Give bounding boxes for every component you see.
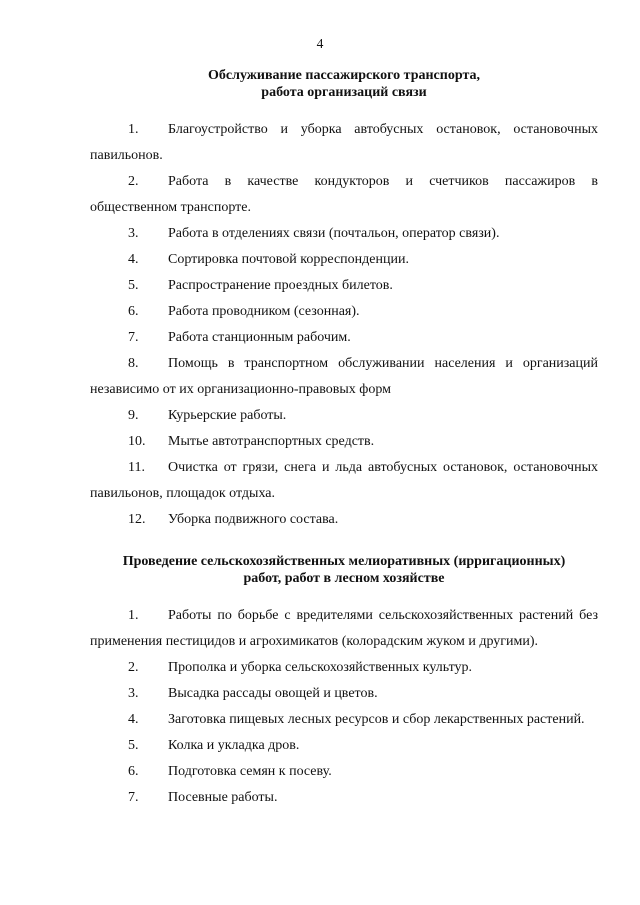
item-number: 5. — [128, 738, 139, 753]
item-number: 2. — [128, 174, 139, 189]
list-item — [90, 221, 598, 247]
item-number: 10. — [128, 434, 146, 449]
section-title — [90, 67, 598, 101]
list-item — [90, 455, 598, 507]
section-title-line: работа организаций связи — [261, 85, 427, 100]
list-item — [90, 429, 598, 455]
item-text: Курьерские работы. — [168, 408, 287, 423]
item-number: 2. — [128, 660, 139, 675]
list-item — [90, 655, 598, 681]
item-number: 7. — [128, 790, 139, 805]
list-item — [90, 273, 598, 299]
item-text: Работа в качестве кондукторов и счетчиков пассажиров в общественном транспорте. — [90, 174, 598, 215]
item-text: Работа станционным рабочим. — [168, 330, 351, 345]
item-text: Очистка от грязи, снега и льда автобусных остановок, остановочных павильонов, площадок отдыха. — [90, 460, 598, 501]
list-item — [90, 351, 598, 403]
list-item — [90, 603, 598, 655]
list-item — [90, 299, 598, 325]
list-item — [90, 733, 598, 759]
item-text: Подготовка семян к посеву. — [168, 764, 332, 779]
section-title — [90, 553, 598, 587]
item-number: 11. — [128, 460, 145, 475]
section-passenger-transport — [90, 67, 598, 533]
section-title-line: работ, работ в лесном хозяйстве — [243, 571, 445, 586]
list-item — [90, 507, 598, 533]
item-text: Высадка рассады овощей и цветов. — [168, 686, 378, 701]
list-item — [90, 169, 598, 221]
item-number: 6. — [128, 304, 139, 319]
list-item — [90, 247, 598, 273]
item-text: Посевные работы. — [168, 790, 278, 805]
item-number: 4. — [128, 252, 139, 267]
item-number: 3. — [128, 226, 139, 241]
item-number: 9. — [128, 408, 139, 423]
item-number: 6. — [128, 764, 139, 779]
list-item — [90, 403, 598, 429]
item-text: Сортировка почтовой корреспонденции. — [168, 252, 409, 267]
item-number: 3. — [128, 686, 139, 701]
item-number: 1. — [128, 608, 139, 623]
section-title-line: Проведение сельскохозяйственных мелиоративных (ирригационных) — [122, 554, 566, 569]
list-item — [90, 759, 598, 785]
item-text: Работа проводником (сезонная). — [168, 304, 360, 319]
item-text: Уборка подвижного состава. — [168, 512, 339, 527]
section-agricultural-works — [90, 553, 598, 811]
item-number: 8. — [128, 356, 139, 371]
item-text: Благоустройство и уборка автобусных остановок, остановочных павильонов. — [90, 122, 598, 163]
list-item — [90, 325, 598, 351]
list-item — [90, 117, 598, 169]
item-text: Работа в отделениях связи (почтальон, оператор связи). — [168, 226, 500, 241]
item-list — [90, 117, 598, 533]
item-number: 5. — [128, 278, 139, 293]
item-text: Прополка и уборка сельскохозяйственных культур. — [168, 660, 473, 675]
list-item — [90, 681, 598, 707]
item-text: Помощь в транспортном обслуживании населения и организаций независимо от их организационно-правовых форм — [90, 356, 598, 397]
item-number: 1. — [128, 122, 139, 137]
item-number: 4. — [128, 712, 139, 727]
item-number: 12. — [128, 512, 146, 527]
item-text: Колка и укладка дров. — [168, 738, 300, 753]
section-title-line: Обслуживание пассажирского транспорта, — [207, 68, 480, 83]
item-list — [90, 603, 598, 811]
list-item — [90, 707, 598, 733]
item-text: Распространение проездных билетов. — [168, 278, 393, 293]
item-text: Заготовка пищевых лесных ресурсов и сбор лекарственных растений. — [168, 712, 585, 727]
page-number: 4 — [316, 36, 324, 51]
list-item — [90, 785, 598, 811]
item-text: Работы по борьбе с вредителями сельскохозяйственных растений без применения пестицидов и агрохимикатов (колорадским жуком и другими). — [90, 608, 598, 649]
item-number: 7. — [128, 330, 139, 345]
item-text: Мытье автотранспортных средств. — [168, 434, 375, 449]
